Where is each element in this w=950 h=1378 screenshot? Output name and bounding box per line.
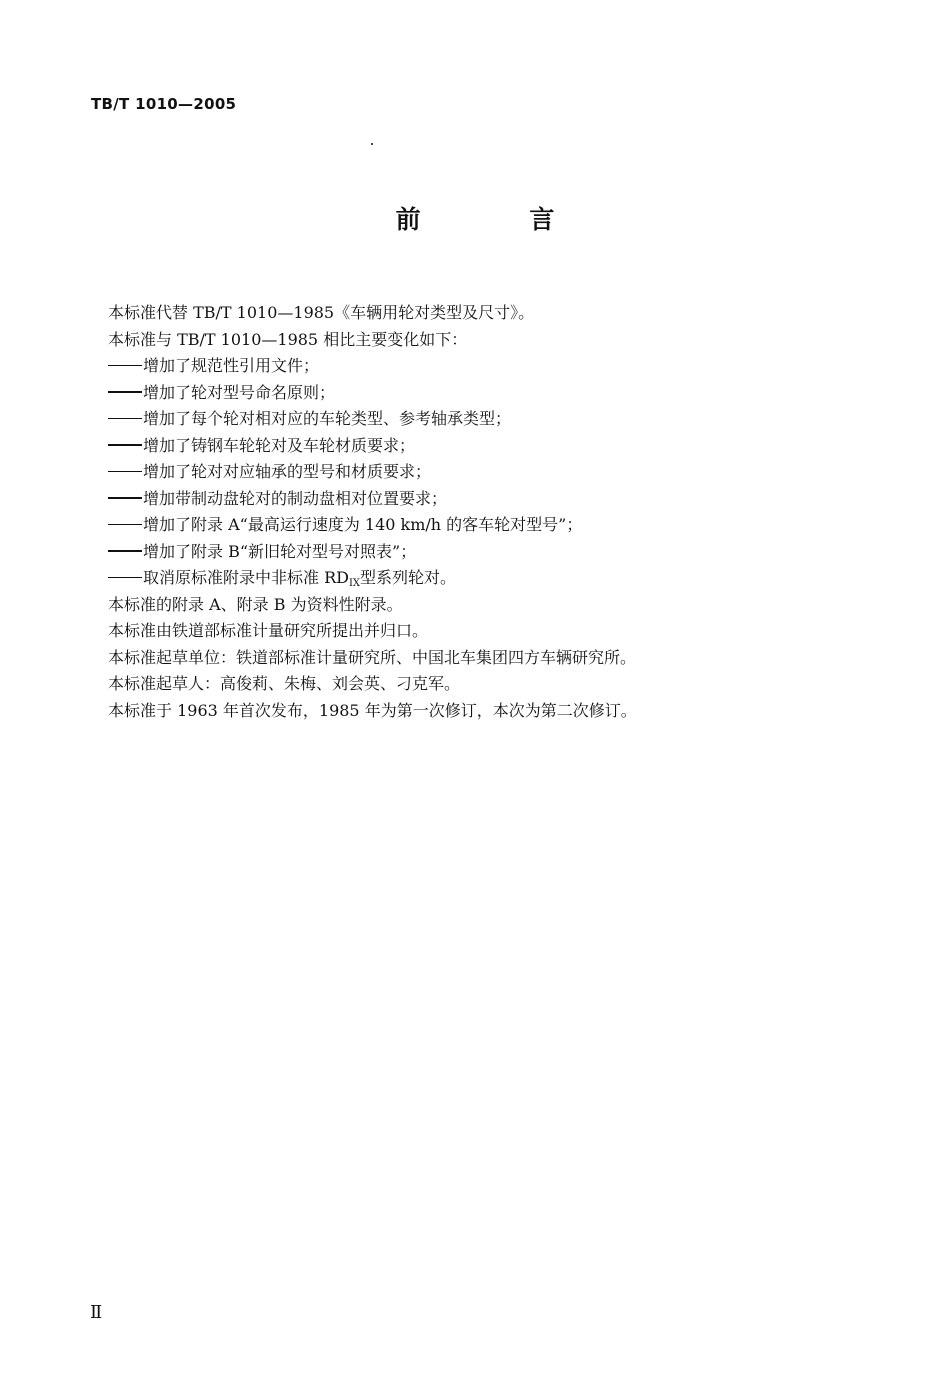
change-item bbox=[108, 353, 888, 380]
em-dash bbox=[108, 418, 142, 419]
change-item bbox=[108, 512, 888, 539]
paragraph-text: 本标准起草人：高俊莉、朱梅、刘会英、刁克军。 bbox=[108, 674, 461, 693]
paragraph bbox=[108, 645, 888, 672]
em-dash bbox=[108, 365, 142, 366]
paragraph-text: 本标准代替 TB/T 1010—1985《车辆用轮对类型及尺寸》。 bbox=[108, 303, 535, 322]
paragraph bbox=[108, 327, 888, 354]
change-item bbox=[108, 539, 888, 566]
em-dash bbox=[108, 471, 142, 472]
paragraph bbox=[108, 618, 888, 645]
em-dash bbox=[108, 391, 142, 392]
change-text: 增加了轮对型号命名原则； bbox=[143, 382, 336, 402]
em-dash bbox=[108, 497, 142, 498]
change-text: 增加了规范性引用文件； bbox=[143, 356, 320, 375]
change-text: 增加了附录 A“最高运行速度为 140 km/h 的客车轮对型号”； bbox=[143, 515, 583, 534]
change-text-after: 型系列轮对。 bbox=[360, 568, 457, 587]
foreword-body bbox=[108, 300, 888, 724]
change-item bbox=[108, 459, 888, 486]
page-title: 前 言 bbox=[395, 205, 605, 234]
change-text: 增加了附录 B“新旧轮对型号对照表”； bbox=[143, 541, 417, 561]
paragraph bbox=[108, 698, 888, 725]
change-text: 增加了每个轮对相对应的车轮类型、参考轴承类型； bbox=[143, 409, 512, 428]
em-dash bbox=[108, 524, 142, 525]
paragraph bbox=[108, 671, 888, 698]
paragraph-text: 本标准与 TB/T 1010—1985 相比主要变化如下： bbox=[108, 329, 468, 349]
paragraph-text: 本标准于 1963 年首次发布，1985 年为第一次修订，本次为第二次修订。 bbox=[108, 700, 637, 720]
change-text: 增加带制动盘轮对的制动盘相对位置要求； bbox=[143, 488, 448, 508]
paragraph bbox=[108, 300, 888, 327]
scan-speck bbox=[371, 143, 373, 145]
change-text: 增加了轮对对应轴承的型号和材质要求； bbox=[143, 462, 432, 481]
paragraph-text: 本标准的附录 A、附录 B 为资料性附录。 bbox=[108, 594, 403, 614]
page-number: Ⅱ bbox=[90, 1302, 103, 1323]
change-item bbox=[108, 565, 888, 592]
change-item bbox=[108, 486, 888, 513]
em-dash bbox=[108, 550, 142, 551]
change-item bbox=[108, 380, 888, 407]
change-text: 增加了铸钢车轮轮对及车轮材质要求； bbox=[143, 435, 416, 455]
standard-code: TB/T 1010—2005 bbox=[91, 95, 237, 113]
paragraph-text: 本标准起草单位：铁道部标准计量研究所、中国北车集团四方车辆研究所。 bbox=[108, 647, 637, 667]
change-item bbox=[108, 406, 888, 433]
change-item bbox=[108, 433, 888, 460]
subscript-ix: IX bbox=[348, 578, 361, 589]
em-dash bbox=[108, 444, 142, 445]
em-dash bbox=[108, 577, 142, 578]
change-text-before: 取消原标准附录中非标准 RD bbox=[143, 568, 349, 587]
paragraph-text: 本标准由铁道部标准计量研究所提出并归口。 bbox=[108, 621, 429, 640]
paragraph bbox=[108, 592, 888, 619]
